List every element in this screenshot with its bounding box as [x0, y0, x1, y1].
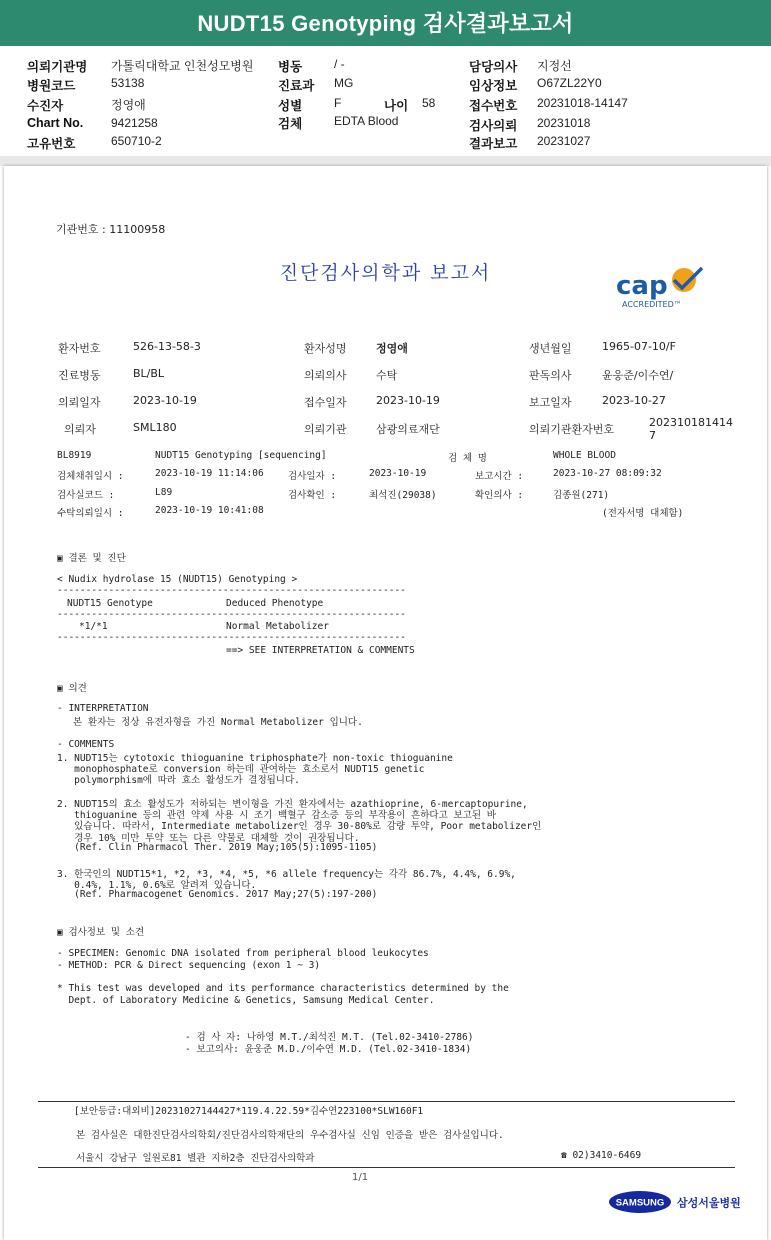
genotype-value: *1/*1	[79, 621, 108, 632]
report-banner	[0, 0, 771, 46]
specimen-value: EDTA Blood	[334, 114, 399, 128]
security-line: [보안등급:대외비]20231027144427*119.4.22.59*김수연223100*SLW160F1	[74, 1106, 424, 1117]
report-time-lbl: 보고시간 :	[475, 471, 524, 482]
consign-val: 2023-10-19 10:41:08	[155, 505, 264, 516]
report-title: NUDT15 Genotyping 검사결과보고서	[197, 11, 574, 36]
dept-value: MG	[334, 76, 354, 90]
report-label: 결과보고	[469, 137, 518, 151]
tester-line: - 검 사 자: 나하영 M.T./최석진 M.T. (Tel.02-3410-2786)	[185, 1032, 474, 1043]
comment-line: (Ref. Pharmacogenet Genomics. 2017 May;27(5):197-200)	[57, 889, 378, 900]
hospital-code-label: 병원코드	[27, 79, 76, 93]
room-lbl: 검사실코드 :	[57, 490, 115, 501]
cap-accredited-logo	[614, 264, 714, 310]
specimen-label: 검체	[278, 117, 303, 131]
report-value: 20231027	[537, 134, 591, 148]
see-comments: ==> SEE INTERPRETATION & COMMENTS	[226, 645, 415, 656]
table-rule: -------------------------------------------------------------	[57, 585, 406, 596]
comment-line: 경우 10% 미만 투약 또는 다른 약물로 대체할 것이 권장됩니다.	[57, 833, 360, 844]
unique-value: 650710-2	[111, 134, 162, 148]
note-line: * This test was developed and its performance characteristics determined by the	[57, 983, 509, 994]
interpretation-text: 본 환자는 정상 유전자형을 가진 Normal Metabolizer 입니다.	[73, 717, 363, 728]
comment-line: polymorphism에 따라 효소 활성도가 결정됩니다.	[57, 775, 300, 786]
institution-value: 가톨릭대학교 인천성모병원	[111, 59, 254, 73]
check-doc-lbl: 확인의사 :	[475, 490, 524, 501]
interpretation-heading: - INTERPRETATION	[57, 703, 149, 714]
esign-note: (전자서명 대체함)	[602, 508, 684, 519]
institution-label: 의뢰기관명	[27, 60, 88, 74]
field-label: 진료병동	[58, 369, 101, 382]
col-genotype: NUDT15 Genotype	[67, 598, 153, 609]
footer-rule	[38, 1167, 735, 1168]
hospital-code-value: 53138	[111, 76, 145, 90]
field-value: SML180	[133, 421, 177, 434]
field-label: 보고일자	[529, 396, 572, 409]
test-date-lbl: 검사일자 :	[288, 471, 337, 482]
field-label: 의뢰자	[64, 423, 96, 436]
field-value: 윤웅준/이수연/	[602, 369, 674, 382]
sex-label: 성별	[278, 99, 303, 113]
comment-line: 있습니다. 따라서, Intermediate metabolizer인 경우 30-80%로 감량 투약, Poor metabolizer인	[57, 821, 542, 832]
age-label: 나이	[384, 99, 409, 113]
chart-label: Chart No.	[27, 116, 84, 130]
field-value: BL/BL	[133, 367, 165, 380]
section-heading: ▣ 의견	[57, 683, 87, 694]
collect-val: 2023-10-19 11:14:06	[155, 468, 264, 479]
comments-heading: - COMMENTS	[57, 739, 115, 750]
page-number: 1/1	[352, 1172, 369, 1183]
table-rule: -------------------------------------------------------------	[57, 632, 406, 643]
comment-line: 3. 한국인의 NUDT15*1, *2, *3, *4, *5, *6 allele frequency는 각각 86.7%, 4.4%, 6.9%,	[57, 869, 516, 880]
samsung-hospital-logo	[609, 1190, 744, 1214]
comment-line: monophosphate로 conversion 하는데 관여하는 효소로서 NUDT15 genetic	[57, 764, 425, 775]
test-name: NUDT15 Genotyping [sequencing]	[155, 450, 327, 461]
field-value: 수탁	[376, 369, 398, 382]
field-value: 2023-10-27	[602, 394, 666, 407]
doctor-label: 담당의사	[469, 60, 518, 74]
footer-rule	[38, 1101, 735, 1102]
report-time-val: 2023-10-27 08:09:32	[553, 468, 662, 479]
collect-lbl: 검체채취일시 :	[57, 471, 124, 482]
receipt-value: 20231018-14147	[537, 96, 628, 110]
consign-lbl: 수탁의뢰일시 :	[57, 508, 124, 519]
clinical-label: 임상정보	[469, 79, 518, 93]
request-value: 20231018	[537, 116, 591, 130]
field-label: 생년월일	[529, 342, 572, 355]
field-value: 삼광의료재단	[376, 423, 440, 436]
ward-label: 병동	[278, 60, 303, 74]
specimen-lbl: 검 체 명	[448, 453, 487, 464]
sex-value: F	[334, 96, 342, 110]
certification-line: 본 검사실은 대한진단검사의학회/진단검사의학재단의 우수검사실 신임 인증을 받은 검사실입니다.	[76, 1130, 504, 1141]
field-value: 1965-07-10/F	[602, 340, 676, 353]
field-label: 판독의사	[529, 369, 572, 382]
confirm-lbl: 검사확인 :	[288, 490, 337, 501]
address-line: 서울시 강남구 일원로81 별관 지하2층 진단검사의학과	[76, 1153, 315, 1164]
cap-sub: ACCREDITED™	[622, 300, 682, 309]
field-value: 정영애	[376, 342, 408, 355]
field-label: 의뢰기관	[304, 423, 347, 436]
section-heading: ▣ 결론 및 진단	[57, 553, 126, 564]
field-label: 접수일자	[304, 396, 347, 409]
field-label: 의뢰기관환자번호	[529, 423, 615, 436]
clinical-value: O67ZL22Y0	[537, 76, 602, 90]
receipt-label: 접수번호	[469, 99, 518, 113]
ward-value: / -	[334, 57, 345, 71]
samsung-wordmark: SAMSUNG	[615, 1197, 665, 1209]
table-rule: -------------------------------------------------------------	[57, 609, 406, 620]
field-value-tail: 7	[649, 429, 656, 442]
phone-line: ☎ 02)3410-6469	[561, 1150, 642, 1161]
specimen-val: WHOLE BLOOD	[553, 450, 616, 461]
agency-number: 기관번호 : 11100958	[56, 223, 166, 236]
room-val: L89	[155, 487, 173, 498]
field-value: 526-13-58-3	[133, 340, 201, 353]
document-title: 진단검사의학과 보고서	[279, 262, 492, 284]
patient-value: 정영애	[111, 98, 146, 112]
field-value: 202310181414	[649, 416, 733, 429]
samsung-hospital-name: 삼성서울병원	[677, 1196, 741, 1210]
chart-value: 9421258	[111, 116, 158, 130]
reporter-line: - 보고의사: 윤웅준 M.D./이수연 M.D. (Tel.02-3410-1834)	[185, 1044, 472, 1055]
field-label: 환자번호	[58, 342, 101, 355]
order-header	[0, 50, 771, 155]
comment-line: thioguanine 등의 관련 약제 사용 시 조기 백혈구 감소증 등의 부작용이 흔하다고 보고된 바	[57, 810, 496, 821]
field-value: 2023-10-19	[133, 394, 197, 407]
unique-label: 고유번호	[27, 137, 76, 151]
patient-label: 수진자	[27, 99, 64, 113]
comment-line: 1. NUDT15는 cytotoxic thioguanine triphosphate가 non-toxic thioguanine	[57, 753, 453, 764]
age-value: 58	[422, 96, 436, 110]
header-separator	[0, 156, 771, 166]
check-doc-val: 김종원(271)	[553, 490, 610, 501]
section-heading: ▣ 검사정보 및 소견	[57, 927, 145, 938]
method-line: - METHOD: PCR & Direct sequencing (exon 1 ~ 3)	[57, 960, 321, 971]
cap-text: cap	[616, 271, 668, 301]
field-value: 2023-10-19	[376, 394, 440, 407]
comment-line: 0.4%, 1.1%, 0.6%로 알려져 있습니다.	[57, 880, 257, 891]
col-phenotype: Deduced Phenotype	[226, 598, 324, 609]
note-line: Dept. of Laboratory Medicine & Genetics, Samsung Medical Center.	[57, 995, 435, 1006]
field-label: 의뢰일자	[58, 396, 101, 409]
test-date-val: 2023-10-19	[369, 468, 427, 479]
comment-line: 2. NUDT15의 효소 활성도가 저하되는 변이형을 가진 환자에서는 azathioprine, 6-mercaptopurine,	[57, 799, 528, 810]
section-subheading: < Nudix hydrolase 15 (NUDT15) Genotyping >	[57, 574, 298, 585]
field-label: 의뢰의사	[304, 369, 347, 382]
phenotype-value: Normal Metabolizer	[226, 621, 329, 632]
confirm-val: 최석진(29038)	[369, 490, 437, 501]
doctor-value: 지정선	[537, 59, 572, 73]
comment-line: (Ref. Clin Pharmacol Ther. 2019 May;105(5):1095-1105)	[57, 842, 378, 853]
specimen-line: - SPECIMEN: Genomic DNA isolated from peripheral blood leukocytes	[57, 948, 429, 959]
field-label: 환자성명	[304, 342, 347, 355]
test-code: BL8919	[57, 450, 92, 461]
request-label: 검사의뢰	[469, 119, 518, 133]
dept-label: 진료과	[278, 79, 315, 93]
